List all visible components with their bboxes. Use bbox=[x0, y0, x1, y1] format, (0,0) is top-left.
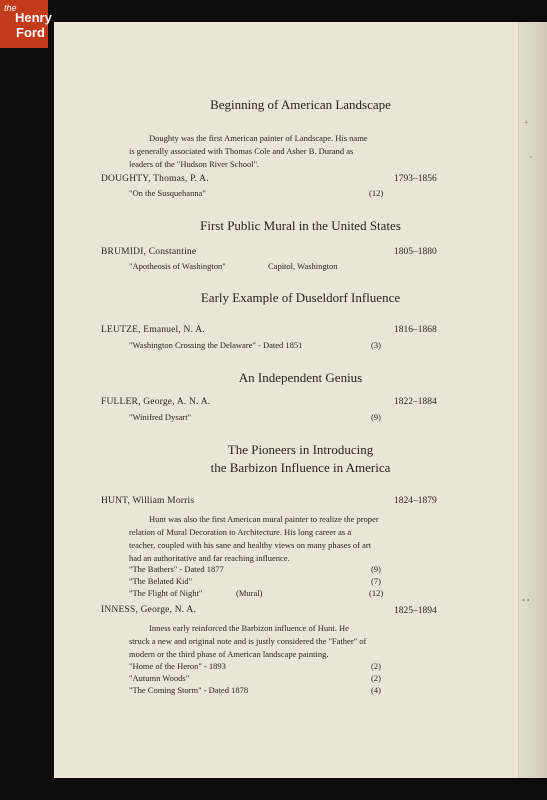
section-intro: is generally associated with Thomas Cole and Asher B. Durand as leaders of the "Hudson River School". bbox=[129, 146, 354, 169]
artist-name: BRUMIDI, Constantine bbox=[101, 247, 197, 257]
artist-bio: relation of Mural Decoration to Architecture. His long career as a teacher, coupled with his sane and healthy views on many phases of art had an authoritative and far reaching influence. bbox=[129, 527, 372, 563]
artist-dates: 1805–1880 bbox=[394, 247, 437, 257]
work-number: (3) bbox=[371, 340, 381, 350]
artist-name: HUNT, William Morris bbox=[101, 496, 195, 506]
work-number: (9) bbox=[371, 564, 381, 574]
artist-dates: 1822–1884 bbox=[394, 397, 437, 407]
work-title: "Winifred Dysart" bbox=[129, 412, 192, 422]
artist-dates: 1824–1879 bbox=[394, 496, 437, 506]
work-title: "Home of the Heron" - 1893 bbox=[129, 661, 226, 671]
page-mark: , bbox=[530, 150, 532, 159]
artist-name: DOUGHTY, Thomas, P. A. bbox=[101, 174, 209, 184]
work-location: Capitol, Washington bbox=[268, 261, 338, 271]
work-number: (7) bbox=[371, 576, 381, 586]
work-title: "Washington Crossing the Delaware" - Dated 1851 bbox=[129, 340, 303, 350]
work-title: "The Flight of Night" bbox=[129, 588, 203, 598]
artist-name: INNESS, George, N. A. bbox=[101, 605, 197, 615]
section-heading: First Public Mural in the United States bbox=[200, 218, 401, 233]
section-intro: Doughty was the first American painter of Landscape. His name bbox=[149, 133, 368, 143]
work-title: "The Belated Kid" bbox=[129, 576, 193, 586]
work-note: (Mural) bbox=[236, 588, 263, 598]
section-heading: Early Example of Duseldorf Influence bbox=[200, 290, 401, 305]
section-heading: The Pioneers in Introducing bbox=[227, 442, 374, 457]
work-number: (12) bbox=[369, 188, 384, 198]
section-heading: An Independent Genius bbox=[238, 370, 363, 385]
section-heading: Beginning of American Landscape bbox=[210, 97, 391, 112]
section-heading: the Barbizon Influence in America bbox=[210, 460, 391, 475]
artist-name: LEUTZE, Emanuel, N. A. bbox=[101, 325, 205, 335]
artist-bio: Inness early reinforced the Barbizon influence of Hunt. He bbox=[149, 623, 349, 633]
work-title: "The Bathers" - Dated 1877 bbox=[129, 564, 224, 574]
artist-name: FULLER, George, A. N. A. bbox=[101, 397, 211, 407]
henry-ford-logo: the Henry Ford bbox=[0, 0, 48, 48]
page-mark: + bbox=[524, 118, 529, 127]
artist-bio: struck a new and original note and is justly considered the "Father" of modern or the third phase of American landscape painting. bbox=[129, 636, 367, 659]
artist-dates: 1816–1868 bbox=[394, 325, 437, 335]
work-title: "The Coming Storm" - Dated 1878 bbox=[129, 685, 249, 695]
artist-dates: 1825–1894 bbox=[394, 606, 437, 616]
work-number: (2) bbox=[371, 673, 381, 683]
work-number: (2) bbox=[371, 661, 381, 671]
work-number: (12) bbox=[369, 588, 384, 598]
work-title: "Apotheosis of Washington" bbox=[129, 261, 226, 271]
page-edge bbox=[518, 22, 547, 778]
work-number: (4) bbox=[371, 685, 381, 695]
artist-dates: 1793–1856 bbox=[394, 174, 437, 184]
work-number: (9) bbox=[371, 412, 381, 422]
artist-bio: Hunt was also the first American mural painter to realize the proper bbox=[149, 514, 379, 524]
work-title: "On the Susquehanna" bbox=[129, 188, 206, 198]
work-title: "Autumn Woods" bbox=[129, 673, 190, 683]
page-mark: • • bbox=[522, 596, 530, 605]
